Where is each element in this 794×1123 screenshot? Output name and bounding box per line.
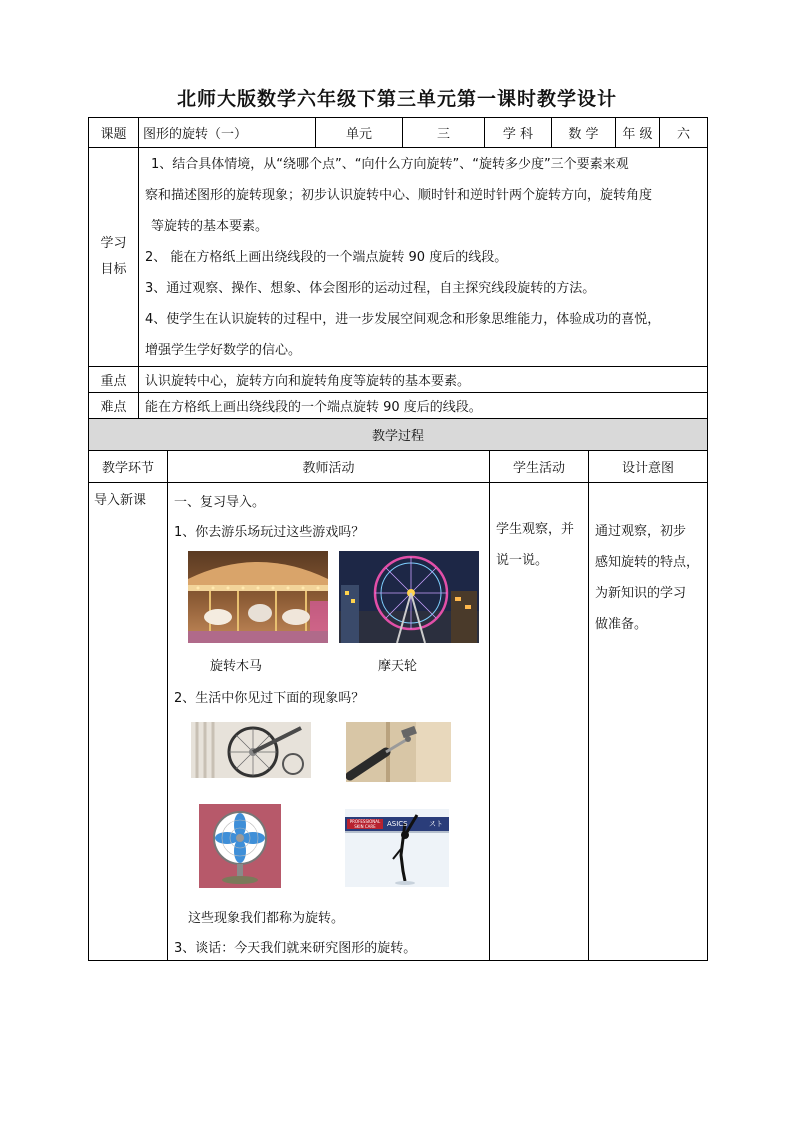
objectives-row (89, 148, 708, 367)
column-header: 设计意图 (589, 451, 708, 483)
objective-line: 察和描述图形的旋转现象；初步认识旋转中心、顺时针和逆时针两个旋转方向，旋转角度 (145, 187, 653, 203)
figure-skater-photo (345, 809, 449, 887)
key-point-row (89, 367, 708, 393)
column-header: 教学环节 (89, 451, 168, 483)
screwdriver-photo (346, 722, 451, 782)
ferris-wheel-photo (339, 551, 479, 643)
electric-fan-photo (199, 804, 281, 888)
objective-line: 增强学生学好数学的信心。 (145, 342, 302, 358)
carousel-photo (188, 551, 328, 643)
key-point-text: 认识旋转中心，旋转方向和旋转角度等旋转的基本要素。 (139, 367, 708, 393)
objectives-content (139, 148, 708, 367)
column-header: 教师活动 (168, 451, 490, 483)
subject-label: 课题 (89, 118, 139, 148)
objective-line: 2、 能在方格纸上画出绕线段的一个端点旋转 90 度后的线段。 (145, 249, 508, 265)
lesson-info-table (88, 117, 708, 419)
teacher-line: 1、你去游乐场玩过这些游戏吗？ (174, 525, 365, 540)
unit-value: 三 (403, 118, 485, 148)
column-header-row (89, 451, 708, 483)
key-point-label: 重点 (89, 367, 139, 393)
teacher-line: 2、生活中你见过下面的现象吗？ (174, 691, 365, 706)
teacher-line: 一、复习导入。 (174, 495, 266, 510)
difficulty-label: 难点 (89, 393, 139, 419)
teacher-activity (168, 483, 490, 961)
stage-label: 导入新课 (89, 483, 168, 961)
objective-line: 1、结合具体情境，从“绕哪个点”、“向什么方向旋转”、“旋转多少度”三个要素来观 (151, 156, 629, 172)
document-title: 北师大版数学六年级下第三单元第一课时教学设计 (176, 88, 617, 110)
photo-caption: 摩天轮 (378, 659, 418, 674)
teacher-line: 3、谈话：今天我们就来研究图形的旋转。 (174, 941, 417, 956)
objective-line: 3、通过观察、操作、想象、体会图形的运动过程，自主探究线段旋转的方法。 (145, 280, 596, 296)
course-label: 学 科 (485, 118, 552, 148)
grade-value: 六 (660, 118, 708, 148)
objective-line: 4、使学生在认识旋转的过程中，进一步发展空间观念和形象思维能力，体验成功的喜悦， (145, 311, 661, 327)
rink-sign: スト (429, 820, 443, 828)
student-activity: 学生观察，并 说一说。 (490, 483, 589, 961)
bicycle-wheel-photo (191, 722, 311, 778)
process-table (88, 418, 708, 961)
objectives-label: 学习 目标 (89, 148, 139, 367)
column-header: 学生活动 (490, 451, 589, 483)
objective-line: 等旋转的基本要素。 (151, 218, 269, 234)
grade-label: 年 级 (616, 118, 660, 148)
difficulty-row (89, 393, 708, 419)
photo-caption: 旋转木马 (210, 659, 263, 674)
course-value: 数 学 (552, 118, 616, 148)
rink-sign: ASICS (387, 820, 408, 828)
teacher-line: 这些现象我们都称为旋转。 (188, 911, 345, 926)
process-header: 教学过程 (89, 419, 708, 451)
unit-label: 单元 (316, 118, 403, 148)
header-row (89, 118, 708, 148)
rink-sign: PROFESSIONAL SKIN CARE (349, 819, 381, 829)
difficulty-text: 能在方格纸上画出绕线段的一个端点旋转 90 度后的线段。 (139, 393, 708, 419)
design-intent: 通过观察，初步 感知旋转的特点， 为新知识的学习 做准备。 (589, 483, 708, 961)
subject-value: 图形的旋转（一） (139, 118, 316, 148)
lesson-stage-row (89, 483, 708, 961)
